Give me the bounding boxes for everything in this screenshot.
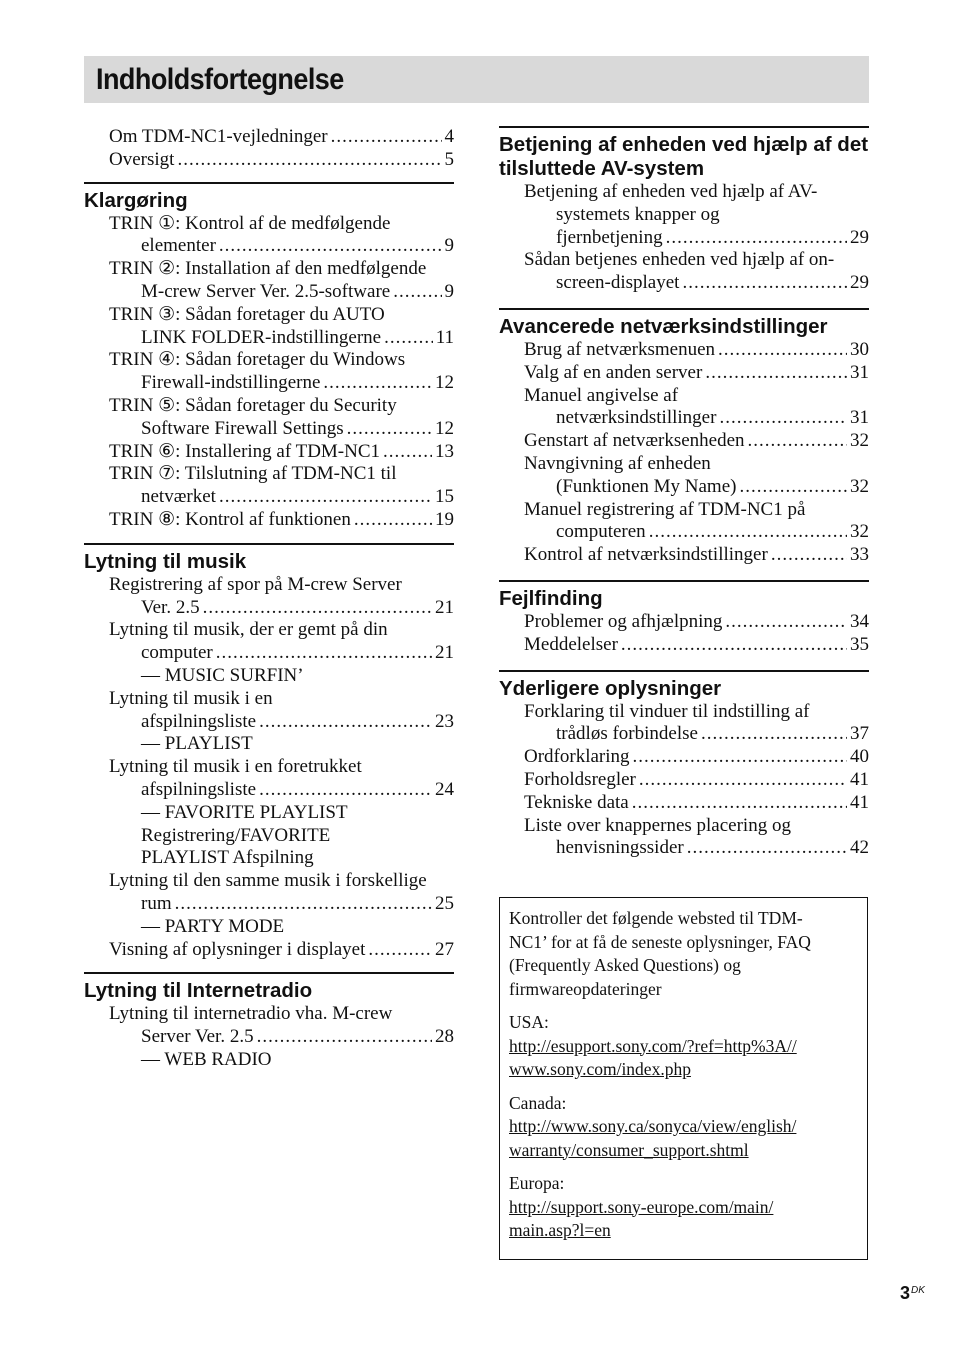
page-number-suffix: DK <box>911 1285 925 1296</box>
toc-entry-text: Registrering af spor på M-crew Server <box>109 573 402 595</box>
page-title: Indholdsfortegnelse <box>96 63 344 96</box>
toc-entry-text: Oversigt <box>109 148 175 170</box>
dot-leader <box>687 837 847 860</box>
toc-entry-line <box>499 430 869 453</box>
toc-entry-line <box>84 1003 454 1026</box>
dot-leader <box>739 476 847 499</box>
toc-entry-line <box>84 665 454 688</box>
toc-entry-line <box>84 574 454 597</box>
toc-entry-text: — WEB RADIO <box>141 1048 272 1070</box>
toc-section <box>499 308 869 567</box>
dot-leader <box>257 1026 432 1049</box>
toc-entry[interactable] <box>499 453 869 499</box>
toc-page-number: 30 <box>850 338 869 360</box>
toc-entry-text: (Funktionen My Name) <box>556 475 737 497</box>
toc-entry-text: — PLAYLIST <box>141 733 253 755</box>
toc-entry-text: systemets knapper og <box>556 203 720 225</box>
toc-entry[interactable] <box>84 688 454 756</box>
toc-entry-line <box>84 327 454 350</box>
toc-entry-text: — MUSIC SURFIN’ <box>141 664 304 686</box>
toc-entry[interactable] <box>499 792 869 815</box>
toc-page-number: 33 <box>850 544 869 566</box>
toc-section-heading: Lytning til Internetradio <box>84 979 313 1003</box>
toc-entry[interactable] <box>499 769 869 792</box>
toc-page-number: 32 <box>850 475 869 497</box>
toc-page-number: 4 <box>444 126 454 147</box>
dot-leader <box>701 723 847 746</box>
toc-entry-text: Lytning til internetradio vha. M-crew <box>109 1003 393 1025</box>
toc-entry[interactable] <box>84 213 454 259</box>
toc-entry-text: henvisningssider <box>556 837 684 859</box>
toc-entry[interactable] <box>499 634 869 657</box>
toc-entry-line <box>84 235 454 258</box>
toc-entry-text: TRIN ①: Kontrol af de medfølgende <box>109 212 391 234</box>
dot-leader <box>621 634 847 657</box>
toc-entry-text: Brug af netværksmenuen <box>524 338 716 360</box>
toc-entry-text: Genstart af netværksenheden <box>524 430 745 452</box>
dot-leader <box>347 418 432 441</box>
dot-leader <box>259 711 432 734</box>
toc-entry-line <box>499 204 869 227</box>
dot-leader <box>368 939 432 962</box>
toc-entry-line <box>499 362 869 385</box>
toc-entry-text: Ver. 2.5 <box>141 596 200 618</box>
toc-entry-text: Software Firewall Settings <box>141 417 344 439</box>
website-info-box <box>499 897 868 1260</box>
toc-entry[interactable] <box>84 463 454 509</box>
toc-entry[interactable] <box>84 1003 454 1071</box>
toc-entry-text: M-crew Server Ver. 2.5-software <box>141 280 391 302</box>
toc-page-number: 21 <box>435 596 454 618</box>
toc-entry-text: Liste over knappernes placering og <box>524 814 791 836</box>
section-rule <box>499 308 869 310</box>
toc-entry-line <box>84 619 454 642</box>
toc-entry[interactable] <box>84 756 454 870</box>
toc-entry-line <box>499 181 869 204</box>
toc-entry[interactable] <box>84 258 454 304</box>
toc-page-number: 31 <box>850 361 869 383</box>
info-region <box>509 1011 857 1082</box>
page-number-value: 3 <box>900 1283 911 1303</box>
toc-section <box>499 126 869 295</box>
toc-entry-text: Lytning til den samme musik i forskellige <box>109 870 427 892</box>
dot-leader <box>323 372 432 395</box>
dot-leader <box>639 769 847 792</box>
toc-entry-line <box>84 711 454 734</box>
toc-entry[interactable] <box>84 870 454 938</box>
toc-page-number: 5 <box>444 148 454 170</box>
toc-entry[interactable] <box>84 441 454 464</box>
toc-entry-text: TRIN ⑧: Kontrol af funktionen <box>109 508 351 530</box>
toc-entry[interactable] <box>499 249 869 295</box>
toc-entry-line <box>84 847 454 870</box>
toc-entry[interactable] <box>84 619 454 687</box>
toc-entry[interactable] <box>499 339 869 362</box>
toc-entry-line <box>84 756 454 779</box>
toc-entry-text: Forklaring til vinduer til indstilling af <box>524 700 810 722</box>
toc-entry[interactable] <box>499 430 869 453</box>
toc-entry-line <box>84 802 454 825</box>
toc-entry-text: Server Ver. 2.5 <box>141 1026 254 1048</box>
toc-entry-line <box>499 453 869 476</box>
toc-entry-text: netværksindstillinger <box>556 407 717 429</box>
toc-entry-line <box>499 476 869 499</box>
toc-entry-line <box>499 611 869 634</box>
toc-entry[interactable] <box>84 126 454 149</box>
toc-entry-line <box>84 916 454 939</box>
toc-entry[interactable] <box>84 149 454 172</box>
toc-section <box>499 670 869 861</box>
info-region <box>509 1092 857 1163</box>
toc-entry[interactable] <box>84 509 454 532</box>
toc-entry-line <box>499 249 869 272</box>
toc-page-number: 34 <box>850 610 869 632</box>
toc-page-number: 35 <box>850 633 869 655</box>
toc-entry-line <box>84 1049 454 1072</box>
section-rule <box>499 670 869 672</box>
toc-section <box>84 543 454 962</box>
toc-section-heading: Avancerede netværksindstillinger <box>499 314 828 338</box>
toc-entry-line <box>499 792 869 815</box>
toc-page-number: 41 <box>850 791 869 813</box>
toc-entry-text: — PARTY MODE <box>141 915 285 937</box>
toc-entry-text: Lytning til musik i en <box>109 687 273 709</box>
section-rule <box>84 182 454 184</box>
toc-entry-line <box>499 815 869 838</box>
info-intro-line: (Frequently Asked Questions) og <box>509 955 741 975</box>
toc-section-heading: Lytning til musik <box>84 549 247 573</box>
toc-entry-text: Tekniske data <box>524 791 629 813</box>
toc-entry-line <box>499 499 869 522</box>
toc-section <box>84 972 454 1071</box>
dot-leader <box>177 149 441 172</box>
dot-leader <box>705 362 847 385</box>
region-label: Canada: <box>509 1092 567 1113</box>
toc-entry-text: TRIN ②: Installation af den medfølgende <box>109 258 427 280</box>
dot-leader <box>331 126 442 149</box>
toc-entry-line <box>84 825 454 848</box>
dot-leader <box>384 327 433 350</box>
toc-entry-text: TRIN ④: Sådan foretager du Windows <box>109 349 406 371</box>
toc-entry-text: TRIN ⑦: Tilslutning af TDM-NC1 til <box>109 463 397 485</box>
title-bar <box>84 56 869 103</box>
toc-entry-line <box>499 407 869 430</box>
toc-section <box>84 182 454 532</box>
toc-section-heading: Klargøring <box>84 188 188 212</box>
toc-entry-text: TRIN ⑤: Sådan foretager du Security <box>109 394 397 416</box>
dot-leader <box>771 544 847 567</box>
toc-entry[interactable] <box>84 939 454 962</box>
toc-entry-line <box>84 939 454 962</box>
toc-entry-line <box>84 258 454 281</box>
toc-entry-text: PLAYLIST Afspilning <box>141 847 314 869</box>
region-label: Europa: <box>509 1173 565 1193</box>
toc-entry[interactable] <box>84 349 454 395</box>
toc-page-number: 31 <box>850 407 869 429</box>
toc-entry-text: afspilningsliste <box>141 710 257 732</box>
toc-entry-line <box>499 723 869 746</box>
section-rule <box>84 543 454 545</box>
toc-entry-line <box>84 395 454 418</box>
dot-leader <box>203 597 432 620</box>
toc-entry-text: Firewall-indstillingerne <box>141 372 321 394</box>
toc-entry-text: Visning af oplysninger i displayet <box>109 938 366 960</box>
dot-leader <box>666 227 847 250</box>
info-region <box>509 1172 857 1243</box>
dot-leader <box>175 893 432 916</box>
toc-entry[interactable] <box>499 611 869 634</box>
toc-page-number: 23 <box>435 710 454 732</box>
toc-entry[interactable] <box>499 701 869 747</box>
info-intro-line: Kontroller det følgende websted til TDM- <box>509 908 803 928</box>
toc-entry-text: screen-displayet <box>556 272 680 294</box>
toc-entry-text: Kontrol af netværksindstillinger <box>524 544 768 566</box>
dot-leader <box>259 779 432 802</box>
toc-page-number: 15 <box>435 486 454 508</box>
support-url-link[interactable]: http://support.sony-europe.com/main/ <box>509 1196 774 1217</box>
toc-entry-line <box>84 281 454 304</box>
toc-entry-text: Betjening af enheden ved hjælp af AV- <box>524 181 818 202</box>
toc-entry-line <box>84 893 454 916</box>
toc-entry-line <box>84 688 454 711</box>
toc-page-number: 21 <box>435 642 454 664</box>
support-url-link[interactable]: main.asp?l=en <box>509 1220 611 1240</box>
toc-page-number: 32 <box>850 430 869 452</box>
dot-leader <box>718 339 847 362</box>
toc-page-number: 27 <box>435 938 454 960</box>
support-url-link[interactable]: www.sony.com/index.php <box>509 1059 691 1079</box>
toc-page-number: 9 <box>444 235 454 257</box>
toc-page-number: 29 <box>850 272 869 294</box>
toc-entry[interactable] <box>499 499 869 545</box>
toc-entry-line <box>499 701 869 724</box>
toc-entry-line <box>499 634 869 657</box>
toc-section-heading: Fejlfinding <box>499 586 603 610</box>
toc-entry-text: rum <box>141 892 172 914</box>
toc-page-number: 28 <box>435 1026 454 1048</box>
toc-page-number: 41 <box>850 768 869 790</box>
toc-page-number: 32 <box>850 521 869 543</box>
toc-entry[interactable] <box>84 395 454 441</box>
toc-entry-line <box>499 272 869 295</box>
toc-page-number: 13 <box>435 440 454 462</box>
page-number <box>900 1283 925 1304</box>
toc-entry-text: Om TDM-NC1-vejledninger <box>109 126 328 147</box>
support-url-link[interactable]: warranty/consumer_support.shtml <box>509 1139 749 1160</box>
dot-leader <box>725 611 847 634</box>
dot-leader <box>748 430 847 453</box>
toc-entry-text: afspilningsliste <box>141 778 257 800</box>
dot-leader <box>219 486 432 509</box>
toc-entry-text: Forholdsregler <box>524 768 636 790</box>
section-rule <box>499 126 869 128</box>
toc-entry-line <box>499 837 869 860</box>
toc-entry[interactable] <box>499 544 869 567</box>
toc-entry-line <box>84 463 454 486</box>
toc-entry-text: trådløs forbindelse <box>556 723 698 745</box>
toc-entry[interactable] <box>499 385 869 431</box>
toc-entry-line <box>84 149 454 172</box>
toc-page-number: 12 <box>435 372 454 394</box>
toc-entry-text: Sådan betjenes enheden ved hjælp af on- <box>524 249 835 271</box>
toc-entry-line <box>84 304 454 327</box>
toc-entry-text: computeren <box>556 521 646 543</box>
dot-leader <box>354 509 432 532</box>
toc-entry-text: Ordforklaring <box>524 746 630 768</box>
toc-page-number: 25 <box>435 892 454 914</box>
toc-entry-line <box>84 126 454 149</box>
toc-entry-line <box>84 213 454 236</box>
toc-entry-line <box>499 339 869 362</box>
toc-page-number: 9 <box>444 280 454 302</box>
toc-entry-text: Lytning til musik i en foretrukket <box>109 756 362 778</box>
dot-leader <box>219 235 442 258</box>
toc-entry-text: netværket <box>141 486 216 508</box>
dot-leader <box>393 281 441 304</box>
dot-leader <box>719 407 847 430</box>
toc-entry-text: Registrering/FAVORITE <box>141 824 331 846</box>
toc-entry-line <box>84 486 454 509</box>
toc-entry[interactable] <box>84 574 454 620</box>
dot-leader <box>216 642 432 665</box>
toc-entry-line <box>499 521 869 544</box>
toc-entry[interactable] <box>499 746 869 769</box>
toc-entry-line <box>84 642 454 665</box>
toc-entry-line <box>84 870 454 893</box>
toc-page-number: 24 <box>435 778 454 800</box>
toc-entry-line <box>84 779 454 802</box>
info-intro-line: NC1’ for at få de seneste oplysninger, FAQ <box>509 931 811 952</box>
section-rule <box>84 972 454 974</box>
toc-entry[interactable] <box>499 181 869 249</box>
toc-entry-text: TRIN ③: Sådan foretager du AUTO <box>109 303 385 325</box>
toc-entry-text: Problemer og afhjælpning <box>524 610 723 632</box>
toc-entry-text: Manuel registrering af TDM-NC1 på <box>524 498 806 520</box>
toc-page-number: 40 <box>850 746 869 768</box>
toc-entry-text: Valg af en anden server <box>524 361 703 383</box>
toc-entry-line <box>499 385 869 408</box>
toc-entry-line <box>84 418 454 441</box>
toc-page-number: 12 <box>435 417 454 439</box>
dot-leader <box>632 792 847 815</box>
toc-entry-text: — FAVORITE PLAYLIST <box>141 801 348 823</box>
toc-entry-text: fjernbetjening <box>556 226 663 248</box>
toc-entry-text: Lytning til musik, der er gemt på din <box>109 619 388 641</box>
toc-entry-line <box>499 769 869 792</box>
toc-entry-line <box>499 544 869 567</box>
toc-left-column <box>84 126 454 1083</box>
toc-page-number: 37 <box>850 723 869 745</box>
toc-entry-text: TRIN ⑥: Installering af TDM-NC1 <box>109 440 381 462</box>
toc-page-number: 29 <box>850 226 869 248</box>
toc-entry-text: computer <box>141 642 213 664</box>
toc-entry-text: LINK FOLDER-indstillingerne <box>141 326 382 348</box>
support-url-link[interactable]: http://www.sony.ca/sonyca/view/english/ <box>509 1116 797 1136</box>
toc-section-heading: Betjening af enheden ved hjælp af det tilsluttede AV-system <box>499 133 869 180</box>
toc-entry-line <box>84 509 454 532</box>
toc-entry-text: Manuel angivelse af <box>524 384 679 406</box>
toc-entry-line <box>84 349 454 372</box>
region-label: USA: <box>509 1012 549 1032</box>
toc-entry-line <box>84 1026 454 1049</box>
section-rule <box>499 580 869 582</box>
dot-leader <box>682 272 847 295</box>
toc-page-number: 42 <box>850 837 869 859</box>
toc-entry-text: Meddelelser <box>524 633 618 655</box>
toc-entry-line <box>84 441 454 464</box>
toc-entry-line <box>499 227 869 250</box>
toc-page-number: 11 <box>435 326 454 348</box>
toc-entry[interactable] <box>84 304 454 350</box>
toc-right-column <box>499 126 869 873</box>
toc-section <box>499 580 869 657</box>
toc-entry[interactable] <box>499 815 869 861</box>
toc-section-heading: Yderligere oplysninger <box>499 676 722 700</box>
toc-entry[interactable] <box>499 362 869 385</box>
dot-leader <box>649 521 847 544</box>
support-url-link[interactable]: http://esupport.sony.com/?ref=http%3A// <box>509 1035 797 1056</box>
info-intro <box>509 907 857 1001</box>
toc-entry-line <box>499 746 869 769</box>
dot-leader <box>633 746 847 769</box>
toc-entry-line <box>84 597 454 620</box>
dot-leader <box>383 441 432 464</box>
toc-entry-text: Navngivning af enheden <box>524 452 711 474</box>
toc-entry-text: elementer <box>141 235 216 257</box>
info-intro-line: firmwareopdateringer <box>509 978 662 999</box>
toc-entry-line <box>84 372 454 395</box>
toc-page-number: 19 <box>435 508 454 530</box>
toc-entry-line <box>84 733 454 756</box>
